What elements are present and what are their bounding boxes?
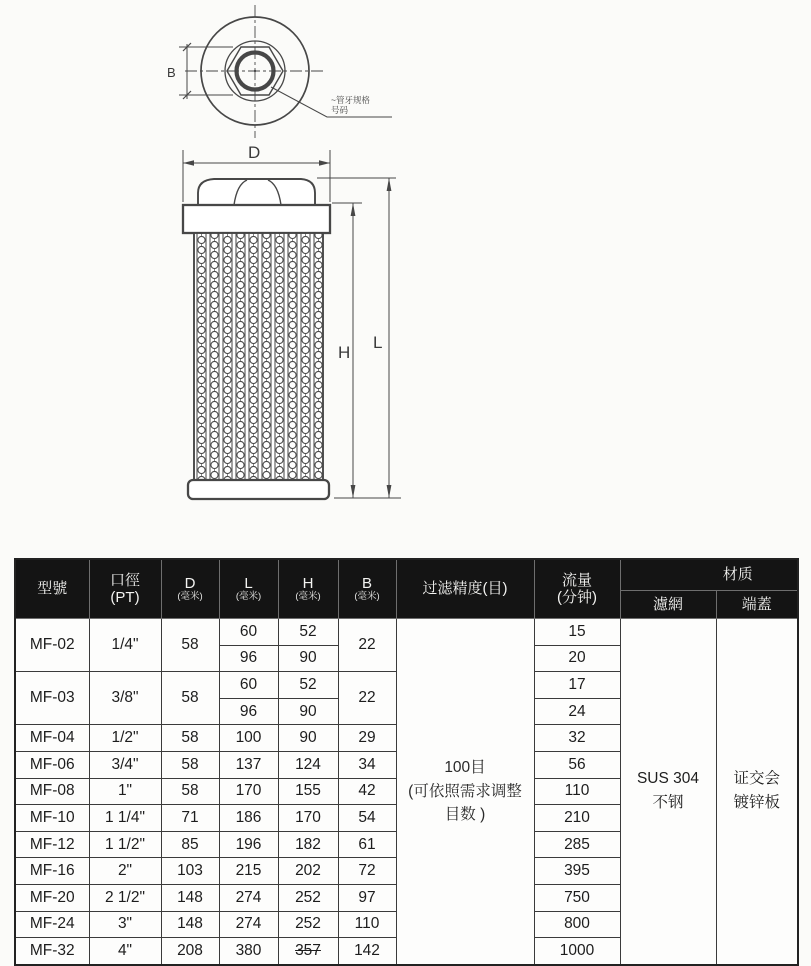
cell-d: 71 [161,805,219,832]
cell-d: 148 [161,911,219,938]
cell-pt: 2" [89,858,161,885]
header-d-letter: D [184,574,196,592]
cell-flow: 800 [534,911,620,938]
cell-pt: 3/8" [89,672,161,725]
cell-flow: 20 [534,645,620,672]
center-mark [254,70,256,72]
cell-b: 142 [338,938,396,965]
cell-flow: 210 [534,805,620,832]
header-h-unit: (毫米) [295,591,321,603]
cell-l: 137 [219,751,278,778]
cell-pt: 1 1/2" [89,831,161,858]
header-b [338,559,396,619]
front-view-drawing [183,150,401,499]
header-b-unit: (毫米) [354,591,380,603]
header-mesh: 濾網 [620,591,716,619]
cell-flow: 15 [534,619,620,646]
header-h-letter: H [302,574,314,592]
dimension-b-label: B [167,65,176,80]
cell-precision [396,619,534,965]
mesh-material-line2: 不钢 [652,794,684,812]
cell-h: 202 [278,858,338,885]
cell-b: 110 [338,911,396,938]
filter-element-body [194,233,323,480]
bottom-cap [188,480,329,499]
filter-spec-table [14,558,799,966]
cell-l: 380 [219,938,278,965]
header-flow-line1: 流量 [561,571,592,589]
cell-pt: 4" [89,938,161,965]
top-view-drawing [179,5,392,138]
cell-d: 58 [161,725,219,752]
header-material: 材质 [620,559,798,591]
cell-d: 58 [161,751,219,778]
header-bore [89,559,161,619]
thread-note-line2: 号码 [331,105,349,115]
cell-flow: 395 [534,858,620,885]
cell-flow: 1000 [534,938,620,965]
cell-h: 90 [278,698,338,725]
cell-b: 29 [338,725,396,752]
cell-pt: 3/4" [89,751,161,778]
cell-model: MF-06 [15,751,89,778]
cell-h: 90 [278,645,338,672]
header-endcap: 端蓋 [716,591,798,619]
thread-note-line1: ~管牙规格 [331,95,370,105]
cell-model: MF-32 [15,938,89,965]
cell-d: 58 [161,778,219,805]
header-flow-line2: (分钟) [557,589,597,606]
cell-l: 96 [219,645,278,672]
cell-l: 96 [219,698,278,725]
cell-model: MF-10 [15,805,89,832]
cell-model: MF-08 [15,778,89,805]
cell-pt: 1/4" [89,619,161,672]
header-b-letter: B [361,574,372,592]
cell-b: 72 [338,858,396,885]
cell-flow: 110 [534,778,620,805]
cell-h: 52 [278,672,338,699]
dimension-l-label: L [373,333,383,352]
cell-model: MF-24 [15,911,89,938]
hex-nut-front [198,179,315,205]
cell-h: 357 [278,938,338,965]
cell-l: 186 [219,805,278,832]
cell-model: MF-02 [15,619,89,672]
cell-pt: 1/2" [89,725,161,752]
cell-h: 182 [278,831,338,858]
cell-b: 61 [338,831,396,858]
table-row [15,619,798,646]
cell-l: 60 [219,619,278,646]
precision-line3: 目数 ) [444,805,486,823]
header-l-letter: L [244,574,253,592]
cell-h: 52 [278,619,338,646]
cell-endcap-material [716,619,798,965]
cell-pt: 1 1/4" [89,805,161,832]
cell-pt: 2 1/2" [89,884,161,911]
cell-flow: 750 [534,884,620,911]
precision-line2: (可依照需求调整 [408,782,522,800]
mesh-material-line1: SUS 304 [636,770,700,788]
cell-mesh-material [620,619,716,965]
dimension-d-label: D [248,143,261,162]
cell-h: 170 [278,805,338,832]
cell-l: 215 [219,858,278,885]
cell-l: 274 [219,884,278,911]
cell-flow: 285 [534,831,620,858]
cell-b: 54 [338,805,396,832]
header-flow [534,559,620,619]
top-cap-plate [183,205,330,233]
cell-b: 22 [338,619,396,672]
header-d [161,559,219,619]
cell-h: 252 [278,884,338,911]
cell-h: 124 [278,751,338,778]
cell-d: 208 [161,938,219,965]
cell-b: 42 [338,778,396,805]
cell-b: 22 [338,672,396,725]
cell-d: 148 [161,884,219,911]
cell-pt: 1" [89,778,161,805]
cell-model: MF-03 [15,672,89,725]
cell-flow: 32 [534,725,620,752]
precision-line1: 100目 [444,759,486,777]
header-bore-line2: (PT) [110,589,140,606]
cell-flow: 24 [534,698,620,725]
header-precision: 过滤精度(目) [396,559,534,619]
endcap-material-line1: 证交会 [733,770,781,788]
cell-h: 252 [278,911,338,938]
cell-flow: 17 [534,672,620,699]
cell-l: 60 [219,672,278,699]
header-l [219,559,278,619]
cell-d: 58 [161,619,219,672]
header-d-unit: (毫米) [177,591,203,603]
cell-l: 274 [219,911,278,938]
cell-l: 196 [219,831,278,858]
cell-model: MF-16 [15,858,89,885]
cell-flow: 56 [534,751,620,778]
cell-b: 97 [338,884,396,911]
endcap-material-line2: 镀锌板 [733,794,781,812]
cell-l: 100 [219,725,278,752]
header-model: 型號 [15,559,89,619]
cell-l: 170 [219,778,278,805]
header-bore-line1: 口徑 [109,571,140,589]
cell-d: 103 [161,858,219,885]
cell-d: 85 [161,831,219,858]
dimension-h-label: H [338,343,351,362]
cell-model: MF-12 [15,831,89,858]
header-l-unit: (毫米) [235,591,262,603]
cell-h: 90 [278,725,338,752]
cell-pt: 3" [89,911,161,938]
cell-b: 34 [338,751,396,778]
cell-d: 58 [161,672,219,725]
header-h [278,559,338,619]
cell-h: 155 [278,778,338,805]
cell-model: MF-04 [15,725,89,752]
cell-model: MF-20 [15,884,89,911]
